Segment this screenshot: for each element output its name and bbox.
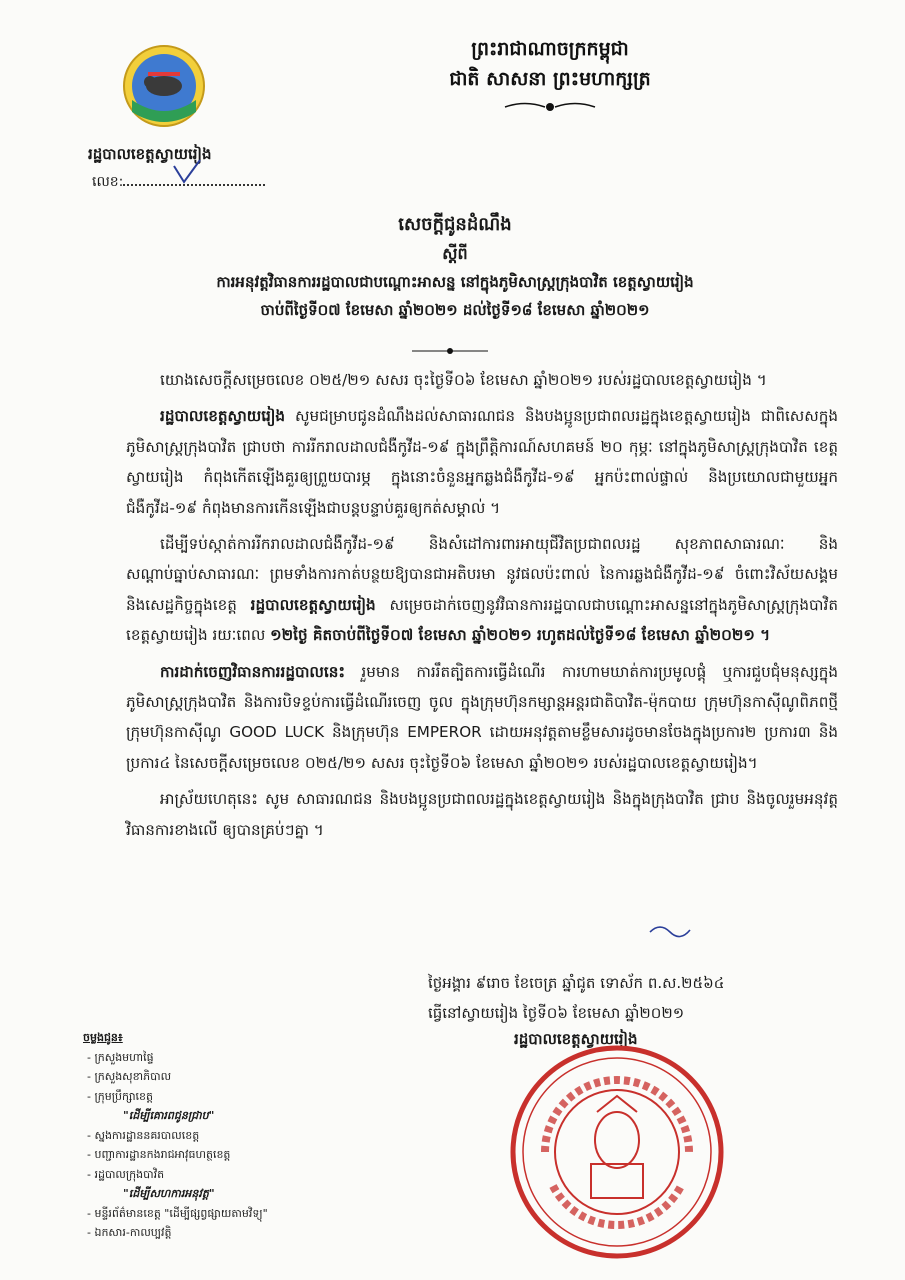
title-line-2: ស្តីពី — [442, 244, 468, 263]
provincial-logo — [120, 42, 208, 130]
cc-item: - ក្រសួងមហាផ្ទៃ — [87, 1050, 154, 1064]
cc-item: - ស្នងការដ្ឋាននគរបាលខេត្ត — [87, 1128, 200, 1142]
cc-note-inform: "ដើម្បីគោរពជូនជ្រាប" — [123, 1109, 215, 1122]
reference-label: លេខ: — [92, 174, 124, 190]
cc-item: - ក្រសួងសុខាភិបាល — [87, 1070, 172, 1083]
cc-item: - រដ្ឋបាលក្រុងបាវិត — [87, 1167, 165, 1181]
ornament-divider-icon — [500, 100, 600, 114]
p4-text: រួមមាន ការរឹតត្បិតការធ្វើដំណើរ ការហាមឃាត់ការប្រមូលផ្តុំ ឬការជួបជុំមនុស្សក្នុងភូមិសាស្ត្រក្រុងបាវិត និងការបិទខ្ទប់ការធ្វើដំណើរចេញ ចូល ក្នុងក្រុមហ៊ុនកម្សាន្តអន្តរជាតិបាវិត-ម៉ុកបាយ ក្រុមហ៊ុនកាស៊ីណូពិភពថ្មី ក្រុមហ៊ុនកាស៊ីណូ GOOD LUCK និងក្រុមហ៊ុន EMPEROR ដោយអនុវត្តតាមខ្លឹមសារដូចមានចែងក្នុងប្រការ២ ប្រការ៣ និងប្រការ៤ នៃសេចក្តីសម្រេចលេខ ០២៥/២១ សសរ ចុះថ្ងៃទី០៦ ខែមេសា ឆ្នាំ២០២១ របស់រដ្ឋបាលខេត្តស្វាយរៀង។ — [126, 662, 838, 772]
title-line-4: ចាប់ពីថ្ងៃទី០៧ ខែមេសា ឆ្នាំ២០២១ ដល់ថ្ងៃទី១៨ ខែមេសា ឆ្នាំ២០២១ — [260, 301, 650, 319]
handwritten-tick-icon — [172, 158, 202, 184]
lunar-date: ថ្ងៃអង្គារ ៩រោច ខែចេត្រ ឆ្នាំជូត ទោស័ក ព.ស.២៥៦៤ — [428, 974, 725, 992]
paragraph-1: យោងសេចក្តីសម្រេចលេខ ០២៥/២១ សសរ ចុះថ្ងៃទី០៦ ខែមេសា ឆ្នាំ២០២១ របស់រដ្ឋបាលខេត្តស្វាយរៀង ។ — [160, 371, 767, 389]
p2-emphasis: រដ្ឋបាលខេត្តស្វាយរៀង — [160, 407, 286, 426]
kingdom-header — [420, 34, 680, 94]
p3-text-a: ដើម្បីទប់ស្កាត់ការរីករាលដាលជំងឺកូវីដ-១៩ និងសំដៅការពារអាយុជីវិតប្រជាពលរដ្ឋ សុខភាពសាធារណៈ និងសណ្តាប់ធ្នាប់សាធារណៈ ព្រមទាំងការកាត់បន្ថយឱ្យបានជាអតិបរមា នូវផលប៉ះពាល់ នៃការឆ្លងជំងឺកូវីដ-១៩ ចំពោះវិស័យសង្គម និងសេដ្ឋកិច្ចក្នុងខេត្ត — [126, 535, 838, 614]
national-motto: ជាតិ សាសនា ព្រះមហាក្សត្រ — [449, 68, 651, 90]
cc-item: - ក្រុមប្រឹក្សាខេត្ត — [87, 1089, 154, 1103]
signing-office: រដ្ឋបាលខេត្តស្វាយរៀង — [514, 1030, 638, 1048]
sender-office: រដ្ឋបាលខេត្តស្វាយរៀង — [88, 145, 212, 163]
cc-note-cooperate: "ដើម្បីសហការអនុវត្ត" — [123, 1187, 215, 1200]
handwritten-initials-icon — [590, 920, 860, 940]
p3-emphasis-2: ១២ថ្ងៃ គិតចាប់ពីថ្ងៃទី០៧ ខែមេសា ឆ្នាំ២០២១ រហូតដល់ថ្ងៃទី១៨ ខែមេសា ឆ្នាំ២០២១ ។ — [270, 626, 771, 645]
cc-item: - មន្ទីរព័ត៌មានខេត្ត "ដើម្បីផ្សព្វផ្សាយតាមវិទ្យុ" — [87, 1206, 268, 1220]
carbon-copy-list — [83, 1028, 323, 1243]
solar-date: ធ្វើនៅស្វាយរៀង ថ្ងៃទី០៦ ខែមេសា ឆ្នាំ២០២១ — [428, 1004, 685, 1022]
official-seal-icon — [505, 1040, 729, 1264]
title-line-1: សេចក្តីជូនដំណឹង — [398, 214, 512, 235]
p2-text: សូមជម្រាបជូនដំណឹងដល់សាធារណជន និងបងប្អូនប្រជាពលរដ្ឋក្នុងខេត្តស្វាយរៀង ជាពិសេសក្នុងភូមិសាស្ត្រក្រុងបាវិត ជ្រាបថា ការរីករាលដាលជំងឺកូវីដ-១៩ ក្នុងព្រឹត្តិការណ៍សហគមន៍ ២០ កុម្ភៈ នៅក្នុងភូមិសាស្ត្រក្រុងបាវិត ខេត្តស្វាយរៀង កំពុងកើតឡើងគួរឲ្យព្រួយបារម្ភ ក្នុងនោះចំនួនអ្នកឆ្លងជំងឺកូវីដ-១៩ អ្នកប៉ះពាល់ផ្ទាល់ និងប្រយោលជាមួយអ្នកជំងឺកូវីដ-១៩ កំពុងមានការកើនឡើងជាបន្តបន្ទាប់គួរឲ្យកត់សម្គាល់ ។ — [126, 407, 838, 517]
paragraph-2 — [126, 401, 838, 523]
kingdom-name: ព្រះរាជាណាចក្រកម្ពុជា — [471, 38, 629, 60]
paragraph-4 — [126, 657, 838, 779]
title-line-3: ការអនុវត្តវិធានការរដ្ឋបាលជាបណ្តោះអាសន្ន នៅក្នុងភូមិសាស្ត្រក្រុងបាវិត ខេត្តស្វាយរៀង — [216, 273, 694, 291]
cc-item: - បញ្ជាការដ្ឋានកងរាជអាវុធហត្ថខេត្ត — [87, 1148, 231, 1161]
notice-body — [126, 365, 838, 851]
paragraph-3 — [126, 529, 838, 651]
paragraph-5: អាស្រ័យហេតុនេះ សូម សាធារណជន និងបងប្អូនប្រជាពលរដ្ឋក្នុងខេត្តស្វាយរៀង និងក្នុងក្រុងបាវិត ជ្រាប និងចូលរួមអនុវត្តវិធានការខាងលើ ឲ្យបានគ្រប់ៗគ្នា ។ — [126, 790, 838, 839]
notice-title — [120, 210, 790, 324]
title-ornament-icon — [410, 346, 490, 356]
p3-emphasis-1: រដ្ឋបាលខេត្តស្វាយរៀង — [250, 595, 376, 614]
cc-item: - ឯកសារ-កាលប្បវត្តិ — [87, 1226, 172, 1239]
cc-heading: ចម្លងជូន៖ — [83, 1031, 123, 1044]
p4-emphasis: ការដាក់ចេញវិធានការរដ្ឋបាលនេះ — [160, 662, 346, 681]
p3-text-b: សម្រេចដាក់ចេញនូវវិធានការរដ្ឋបាលជាបណ្តោះអាសន្ននៅក្នុងភូមិសាស្ត្រក្រុងបាវិត ខេត្តស្វាយរៀង រយៈពេល — [126, 595, 838, 645]
